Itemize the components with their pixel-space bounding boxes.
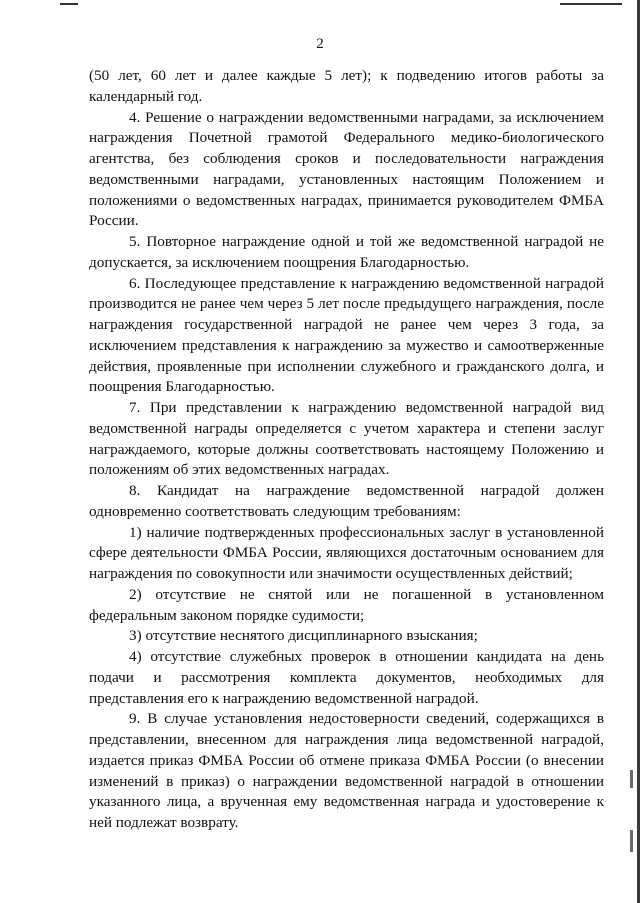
page-number: 2	[316, 36, 324, 52]
paragraph-subitem-4: 4) отсутствие служебных проверок в отношении кандидата на день подачи и рассмотрения комплекта документов, необходимых для представления его к награждению ведомственной наградой.	[89, 648, 604, 707]
paragraph-subitem-1: 1) наличие подтвержденных профессиональных заслуг в установленной сфере деятельности ФМБА России, являющихся достаточным основанием для награждения по совокупности или значимости осуществленных действий;	[89, 523, 604, 582]
paragraph-item-8: 8. Кандидат на награждение ведомственной наградой должен одновременно соответствовать следующим требованиям:	[89, 482, 604, 520]
paragraph-item-7: 7. При представлении к награждению ведомственной наградой вид ведомственной награды определяется с учетом характера и степени заслуг награждаемого, которые должны соответствовать настоящему Положению и положениям об этих ведомственных наградах.	[89, 399, 604, 479]
scan-mark	[630, 770, 633, 788]
paragraph-continuation: (50 лет, 60 лет и далее каждые 5 лет); к подведению итогов работы за календарный год.	[89, 67, 604, 105]
paragraph-subitem-3: 3) отсутствие неснятого дисциплинарного взыскания;	[129, 627, 478, 645]
scan-mark	[630, 830, 633, 852]
paragraph-item-4: 4. Решение о награждении ведомственными наградами, за исключением награждения Почетной грамотой Федерального медико-биологического агентства, без соблюдения сроков и последовательности награждения ведомственными наградами, установленных настоящим Положением и положениями о ведомственных наградах, принимается руководителем ФМБА России.	[89, 108, 604, 230]
paragraph-subitem-2: 2) отсутствие не снятой или не погашенной в установленном федеральным законом порядке судимости;	[89, 585, 604, 624]
paragraph-item-6: 6. Последующее представление к награждению ведомственной наградой производится не ранее чем через 5 лет после предыдущего награждения, после награждения государственной наградой не ранее чем через 3 года, за исключением представления к награждению за мужество и самоотверженные действия, проявленные при исполнении служебного и гражданского долга, и поощрения Благодарностью.	[89, 274, 604, 396]
scan-mark	[560, 3, 622, 5]
paragraph-item-5: 5. Повторное награждение одной и той же ведомственной наградой не допускается, за исключением поощрения Благодарностью.	[89, 233, 604, 271]
paragraph-item-9: 9. В случае установления недостоверности сведений, содержащихся в представлении, внесенном для награждения лица ведомственной наградой, издается приказ ФМБА России об отмене приказа ФМБА России (о внесении изменений в приказ) о награждении ведомственной наградой в отношении указанного лица, а врученная ему ведомственная награда и удостоверение к ней подлежат возврату.	[89, 710, 604, 831]
document-body	[89, 66, 604, 834]
scan-mark	[60, 3, 78, 5]
